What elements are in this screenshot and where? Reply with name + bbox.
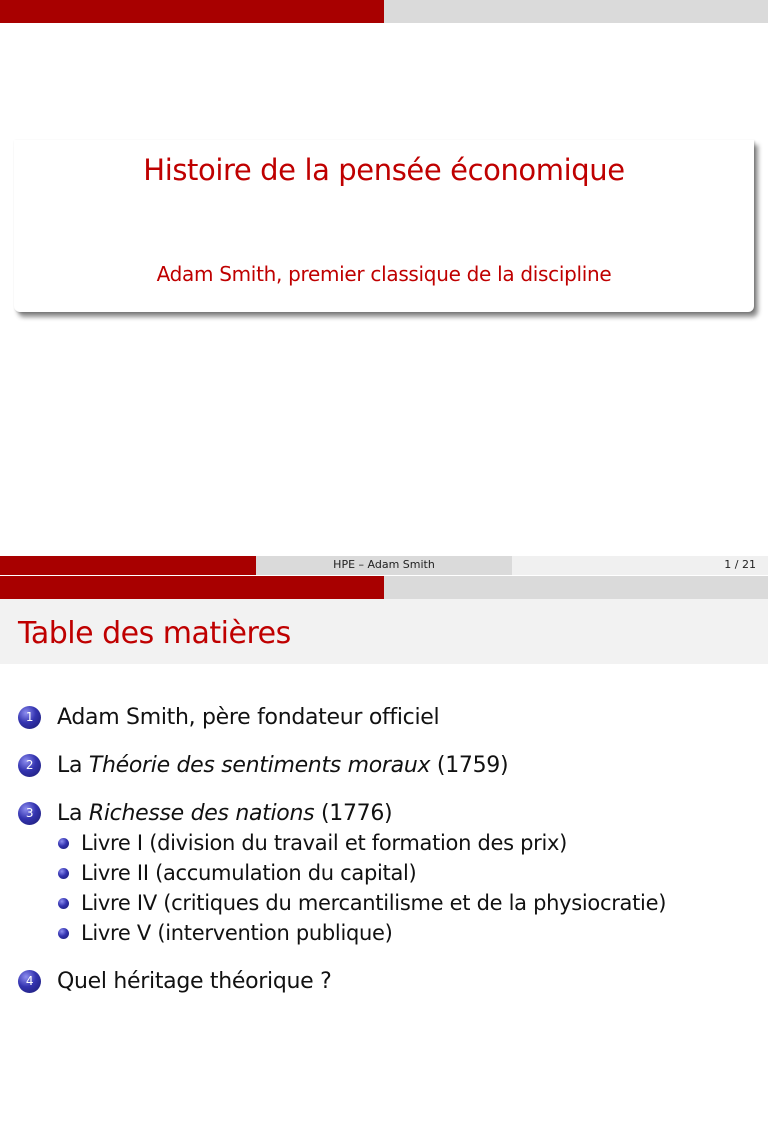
section-number-badge: 1: [18, 706, 41, 729]
presentation-title: Histoire de la pensée économique: [143, 153, 625, 187]
section-title: [57, 969, 331, 994]
footer-page-number: 1 / 21: [724, 558, 756, 571]
section-title-text: Adam Smith, père fondateur officiel: [57, 704, 440, 730]
bullet-icon: [58, 928, 69, 939]
subsection-label: Livre V (intervention publique): [81, 921, 393, 945]
section-number-badge: 2: [18, 754, 41, 777]
subsection-list: [18, 828, 758, 948]
subsection-item[interactable]: [58, 858, 758, 888]
subsection-item[interactable]: [58, 888, 758, 918]
section-title-suffix: (1759): [430, 752, 509, 778]
subsection-item[interactable]: [58, 918, 758, 948]
frame-bar-grey: [384, 576, 768, 599]
frame-header: [0, 576, 768, 664]
toc-section-line[interactable]: [18, 702, 758, 732]
toc-section-line[interactable]: [18, 750, 758, 780]
toc-section-line[interactable]: [18, 798, 758, 828]
section-title: [57, 753, 508, 778]
section-title-text: La: [57, 752, 89, 778]
footer-bar-red: [0, 556, 256, 575]
section-number-badge: 4: [18, 970, 41, 993]
frame-bar-red: [0, 576, 384, 599]
bullet-icon: [58, 898, 69, 909]
frame-title: Table des matières: [18, 616, 291, 651]
toc-body: [0, 576, 768, 1024]
presentation-subtitle: Adam Smith, premier classique de la discipline: [156, 262, 612, 286]
toc-section: [18, 966, 758, 996]
toc-section-line[interactable]: [18, 966, 758, 996]
subsection-label: Livre I (division du travail et formation des prix): [81, 831, 568, 855]
table-of-contents: [18, 702, 758, 1014]
section-title: [57, 801, 392, 826]
subsection-label: Livre IV (critiques du mercantilisme et de la physiocratie): [81, 891, 667, 915]
header-bar-grey: [384, 0, 768, 23]
section-title: [57, 705, 439, 730]
section-title-italic: Richesse des nations: [88, 800, 315, 826]
section-title-text: La: [57, 800, 89, 826]
toc-section: [18, 702, 758, 732]
toc-section: [18, 798, 758, 948]
section-number-badge: 3: [18, 802, 41, 825]
bullet-icon: [58, 838, 69, 849]
section-title-text: Quel héritage théorique ?: [57, 968, 332, 994]
section-title-italic: Théorie des sentiments moraux: [88, 752, 431, 778]
toc-section: [18, 750, 758, 780]
bullet-icon: [58, 868, 69, 879]
section-title-suffix: (1776): [314, 800, 393, 826]
subsection-item[interactable]: [58, 828, 758, 858]
title-box: [14, 140, 754, 312]
footer-title: HPE – Adam Smith: [333, 558, 435, 571]
header-bar-red: [0, 0, 384, 23]
subsection-label: Livre II (accumulation du capital): [81, 861, 417, 885]
